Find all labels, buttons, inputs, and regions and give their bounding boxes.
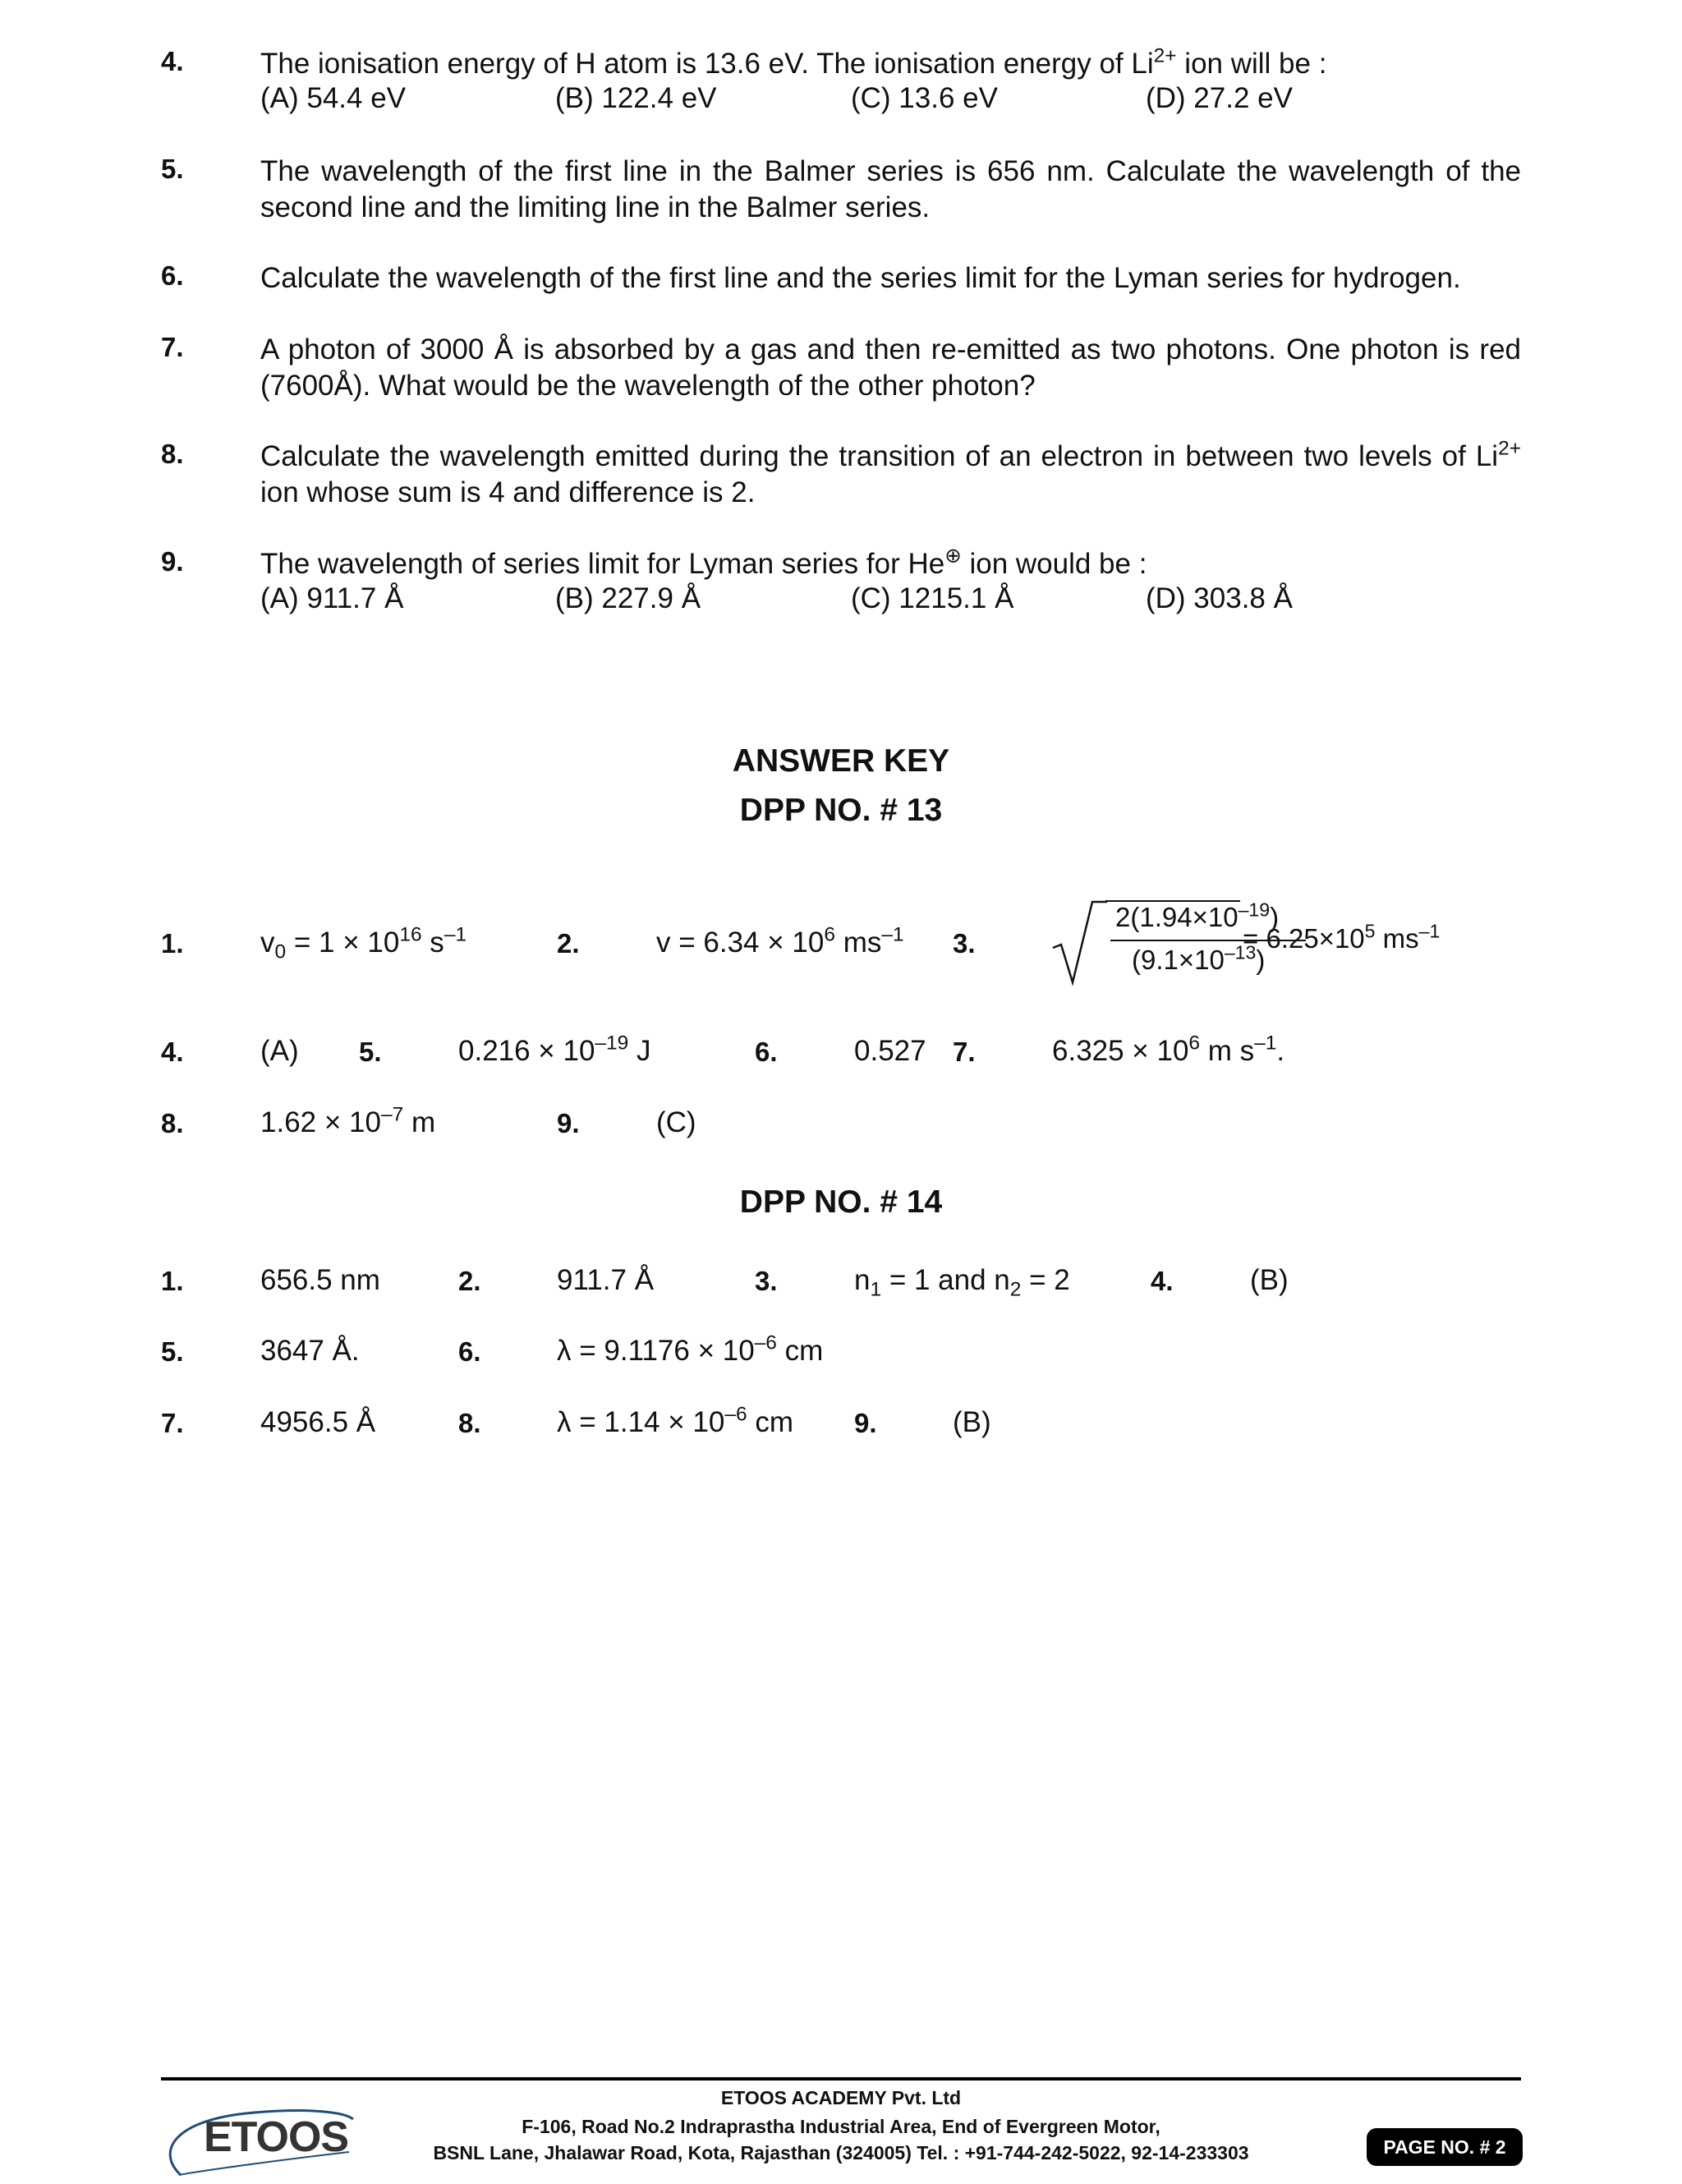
superscript: –19 <box>1238 899 1271 921</box>
footer-divider <box>161 2077 1521 2081</box>
subscript: 2 <box>1009 1278 1022 1301</box>
answer-number: 9. <box>557 1108 580 1138</box>
answer-part: v <box>260 926 275 959</box>
answer-value <box>656 923 904 959</box>
answer-part: 6.325 × 10 <box>1052 1035 1189 1067</box>
superscript: 2+ <box>1153 44 1177 67</box>
answer-part: 0.216 × 10 <box>458 1035 595 1067</box>
superscript: –7 <box>380 1103 404 1126</box>
superscript: –19 <box>595 1032 629 1055</box>
answer-value: 4956.5 Å <box>260 1406 376 1438</box>
dpp13-title: DPP NO. # 13 <box>739 793 943 828</box>
answer-value <box>458 1032 651 1068</box>
answer-value <box>260 1103 436 1139</box>
option-d: (D) 303.8 Å <box>1146 582 1293 614</box>
question-text-part: ion will be : <box>1176 48 1327 80</box>
answer-value: 911.7 Å <box>557 1264 655 1296</box>
answer-value <box>1052 1032 1285 1068</box>
footer-address-line2: BSNL Lane, Jhalawar Road, Kota, Rajasthan (324005) Tel. : +91-744-242-5022, 92-14-233303 <box>433 2142 1249 2163</box>
option-b: (B) 227.9 Å <box>555 582 701 614</box>
answer-part: J <box>628 1035 651 1067</box>
option-b: (B) 122.4 eV <box>555 82 717 114</box>
denominator-text: ) <box>1256 945 1266 975</box>
option-c: (C) 13.6 eV <box>851 82 998 114</box>
answer-number: 2. <box>458 1266 481 1296</box>
numerator-text: ) <box>1270 902 1280 932</box>
answer-part: n <box>854 1264 871 1296</box>
answer-value: 0.527 <box>854 1035 926 1067</box>
answer-number: 5. <box>161 1336 184 1367</box>
denominator-text: (9.1×10 <box>1132 945 1225 975</box>
option-a: (A) 911.7 Å <box>260 582 404 614</box>
question-text-part: ion would be : <box>961 548 1147 580</box>
footer-address-line1: F-106, Road No.2 Indraprastha Industrial Area, End of Evergreen Motor, <box>522 2116 1160 2137</box>
answer-value <box>557 1403 793 1439</box>
logo-text: ETOOS <box>204 2113 349 2161</box>
answer-number: 7. <box>953 1037 976 1067</box>
answer-number: 1. <box>161 1266 184 1296</box>
answer-value <box>260 923 467 963</box>
superscript: ⊕ <box>944 545 962 568</box>
answer-part: m <box>403 1106 436 1138</box>
answer-number: 6. <box>458 1336 481 1367</box>
superscript: 6 <box>824 923 835 946</box>
answer-value <box>854 1264 1070 1301</box>
option-d: (D) 27.2 eV <box>1146 82 1293 114</box>
page-number-badge: PAGE NO. # 2 <box>1367 2128 1523 2166</box>
answer-part: s <box>421 926 444 959</box>
answer-number: 5. <box>359 1037 382 1067</box>
answer-value: 656.5 nm <box>260 1264 380 1296</box>
question-text-part: Calculate the wavelength emitted during the transition of an electron in between two levels of Li <box>260 440 1499 472</box>
answer-part: m s <box>1200 1035 1255 1067</box>
answer-part: λ = 1.14 × 10 <box>557 1406 725 1438</box>
question-text <box>260 546 1521 582</box>
superscript: –6 <box>754 1331 777 1354</box>
question-text <box>260 46 1521 82</box>
answer-value: 3647 Å. <box>260 1335 360 1367</box>
formula-result <box>1243 920 1441 954</box>
answer-part: λ = 9.1176 × 10 <box>557 1335 755 1367</box>
answer-number: 1. <box>161 928 184 959</box>
superscript: 2+ <box>1498 437 1521 460</box>
answer-value: (B) <box>953 1406 991 1438</box>
option-c: (C) 1215.1 Å <box>851 582 1014 614</box>
question-number: 9. <box>161 546 184 577</box>
superscript: 16 <box>399 923 422 946</box>
subscript: 0 <box>274 940 287 963</box>
answer-part: 1.62 × 10 <box>260 1106 381 1138</box>
sqrt-formula <box>1050 897 1493 987</box>
radical-sign <box>1050 897 1107 987</box>
result-text: = 6.25×10 <box>1243 923 1365 954</box>
answer-value: (C) <box>656 1106 696 1138</box>
answer-part: ms <box>834 926 882 959</box>
answer-number: 3. <box>755 1266 778 1296</box>
options-row <box>260 582 1521 618</box>
answer-part: = 1 and n <box>881 1264 1010 1296</box>
superscript: –6 <box>724 1403 747 1426</box>
question-text-part: ion whose sum is 4 and difference is 2. <box>260 476 756 508</box>
answer-part: cm <box>747 1406 793 1438</box>
answer-value <box>557 1331 824 1368</box>
superscript: –1 <box>1418 920 1441 942</box>
question-number: 7. <box>161 332 184 362</box>
question-text-part: The ionisation energy of H atom is 13.6 eV. The ionisation energy of Li <box>260 48 1154 80</box>
question-text <box>260 439 1521 511</box>
question-number: 8. <box>161 439 184 469</box>
question-text: Calculate the wavelength of the first line and the series limit for the Lyman series for hydrogen. <box>260 262 1461 294</box>
answer-value: (A) <box>260 1035 299 1067</box>
answer-number: 3. <box>953 928 976 959</box>
answer-number: 6. <box>755 1037 778 1067</box>
superscript: –13 <box>1224 941 1257 963</box>
answer-part: = 2 <box>1021 1264 1070 1296</box>
result-text: ms <box>1375 923 1419 954</box>
superscript: –1 <box>881 923 904 946</box>
answer-number: 9. <box>854 1408 877 1438</box>
question-text: The wavelength of the first line in the Balmer series is 656 nm. Calculate the wavelength of the second line and the limiting line in the Balmer series. <box>260 155 1521 223</box>
superscript: 5 <box>1364 920 1376 942</box>
answer-number: 4. <box>161 1037 184 1067</box>
answer-number: 8. <box>458 1408 481 1438</box>
superscript: 6 <box>1188 1032 1201 1055</box>
answer-part: = 1 × 10 <box>286 926 400 959</box>
numerator-text: 2(1.94×10 <box>1115 902 1239 932</box>
question-text: A photon of 3000 Å is absorbed by a gas and then re-emitted as two photons. One photon is red (7600Å). What would be the wavelength of the other photon? <box>260 333 1521 402</box>
subscript: 1 <box>870 1278 882 1301</box>
option-a: (A) 54.4 eV <box>260 82 407 114</box>
answer-part: . <box>1276 1035 1285 1067</box>
answer-number: 8. <box>161 1108 184 1138</box>
answer-part: v = 6.34 × 10 <box>656 926 825 959</box>
dpp14-title: DPP NO. # 14 <box>739 1184 943 1220</box>
question-number: 6. <box>161 260 184 291</box>
question-number: 4. <box>161 46 184 76</box>
superscript: –1 <box>1254 1032 1277 1055</box>
answer-number: 7. <box>161 1408 184 1438</box>
question-text-part: The wavelength of series limit for Lyman series for He <box>260 548 945 580</box>
answer-value: (B) <box>1250 1264 1289 1296</box>
footer-company: ETOOS ACADEMY Pvt. Ltd <box>720 2087 962 2108</box>
answer-number: 4. <box>1151 1266 1174 1296</box>
question-number: 5. <box>161 154 184 184</box>
answer-part: cm <box>776 1335 824 1367</box>
answer-key-title: ANSWER KEY <box>732 743 950 779</box>
answer-number: 2. <box>557 928 580 959</box>
options-row <box>260 82 1521 118</box>
superscript: –1 <box>443 923 467 946</box>
